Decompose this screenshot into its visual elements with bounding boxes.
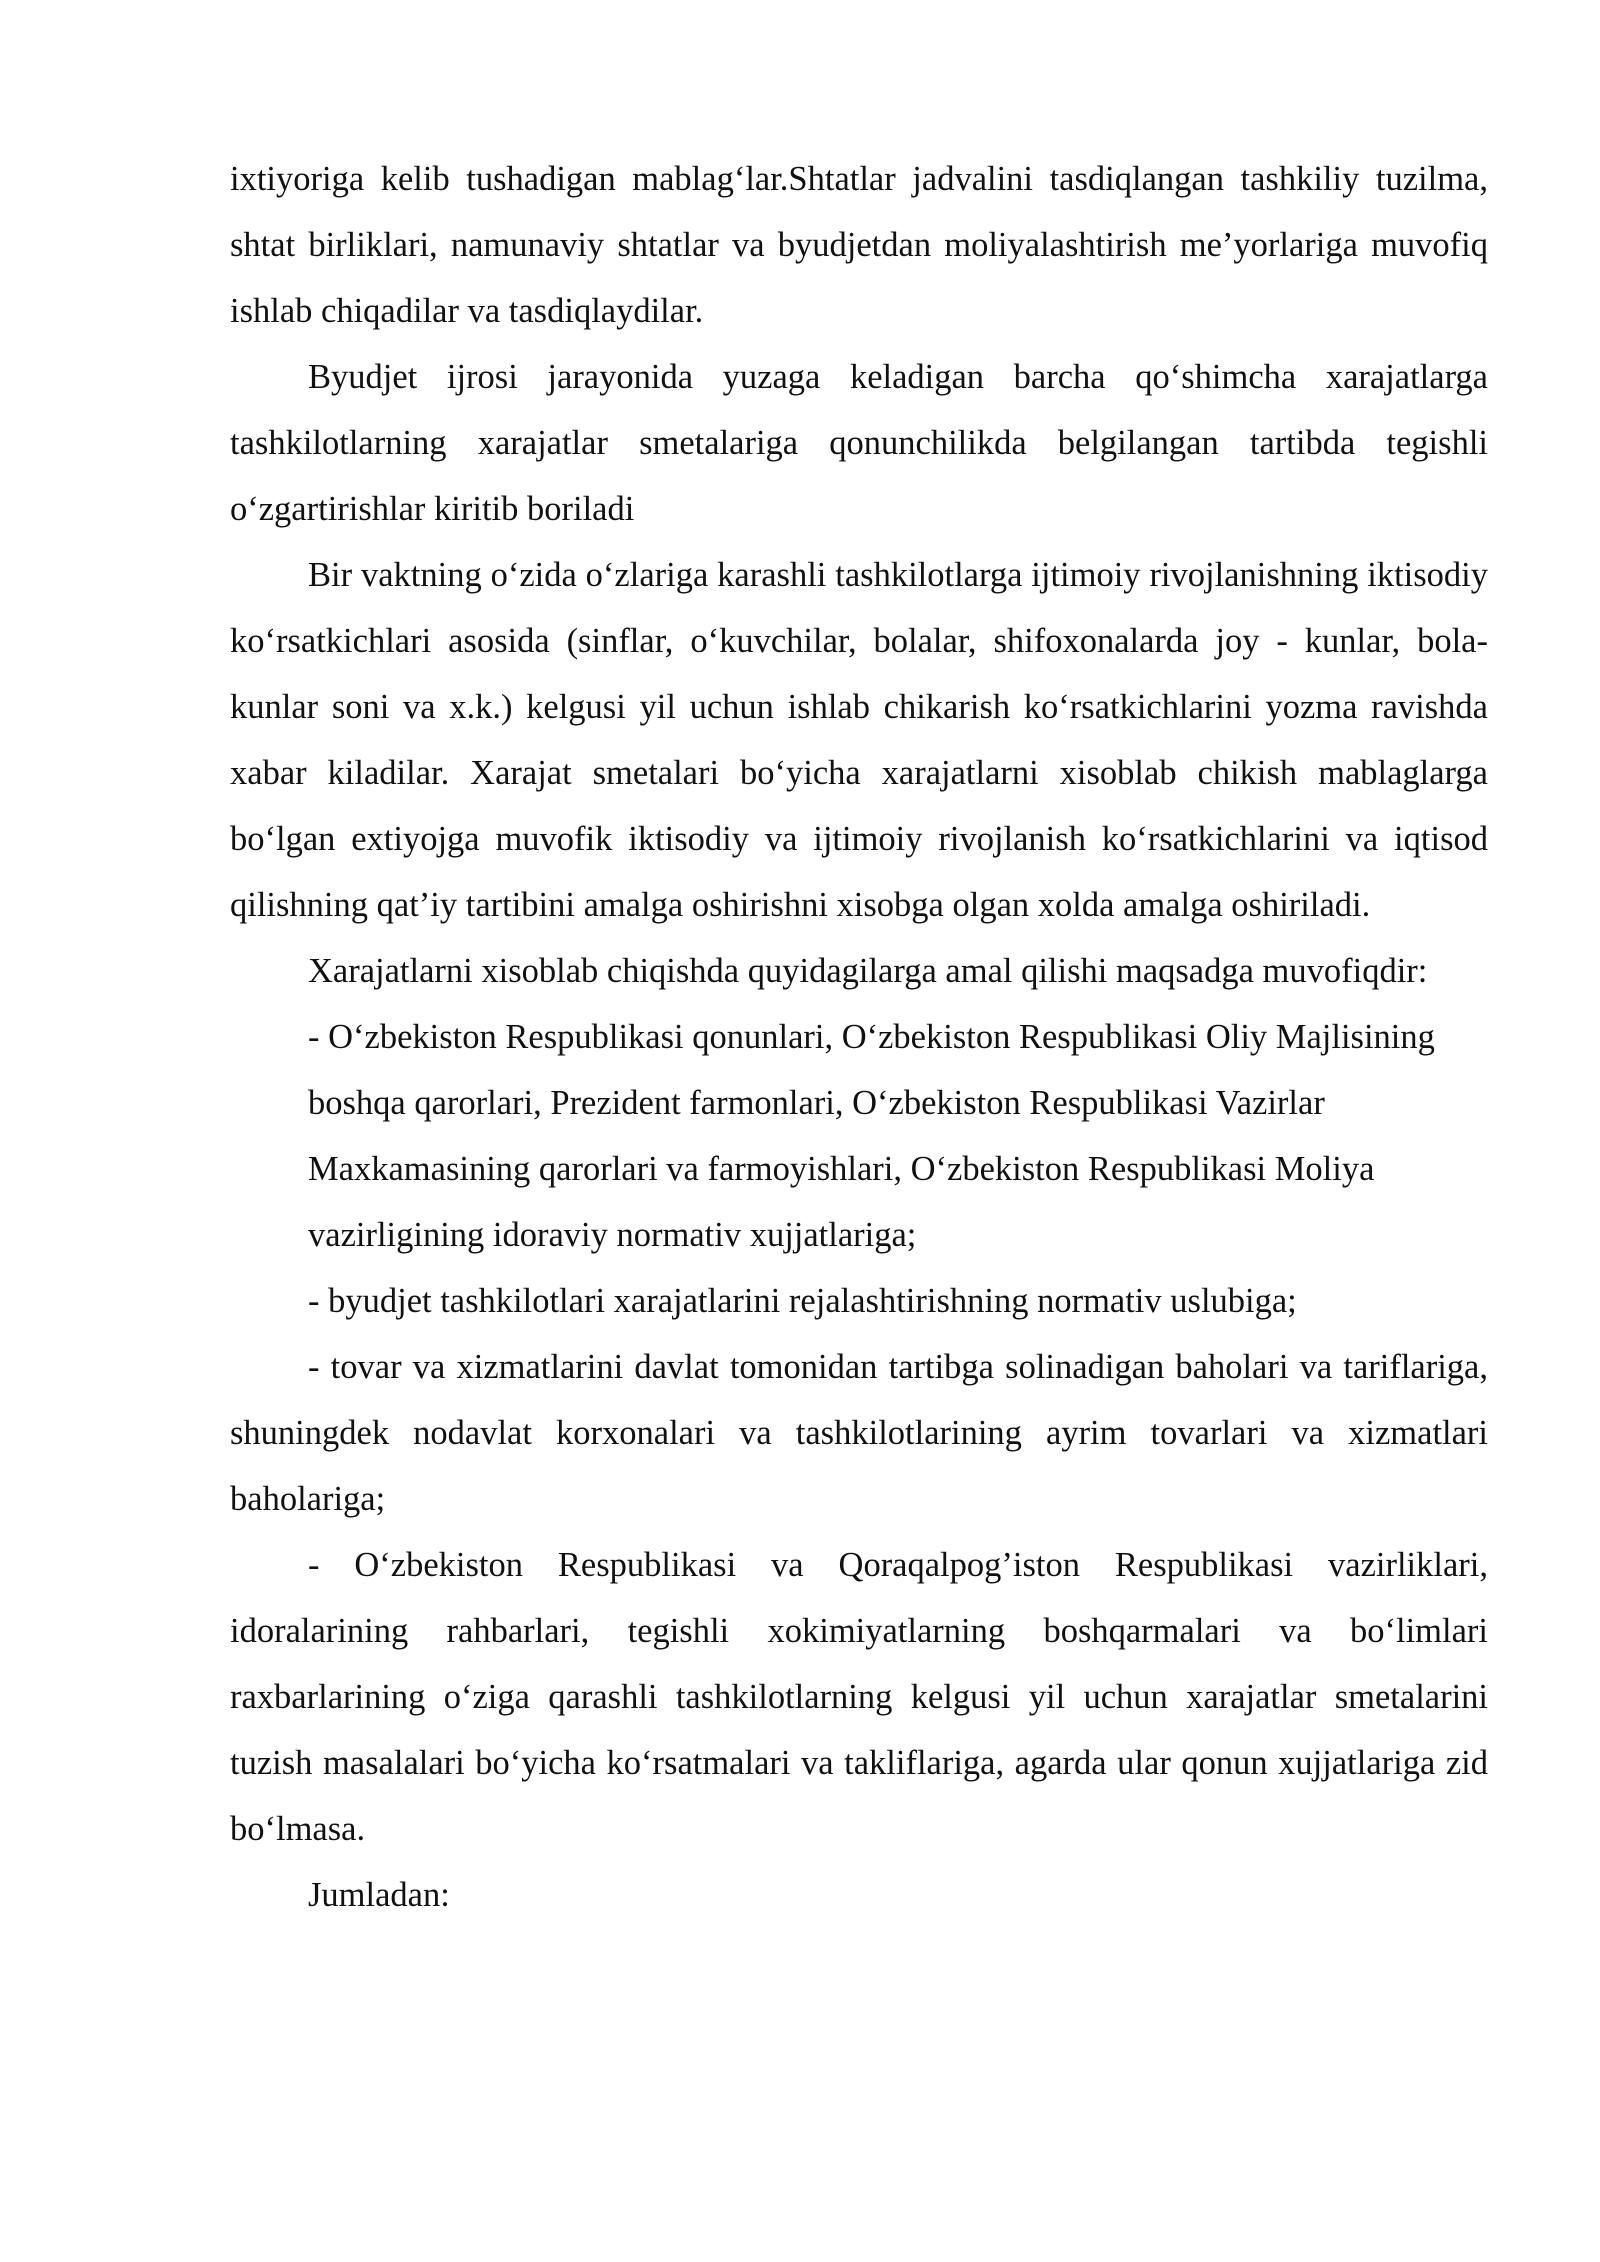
list-item-ministries-guidance: - O‘zbekiston Respublikasi va Qoraqalpog’iston Respublikasi vazirliklari, idoralarining rahbarlari, tegishli xokimiyatlarning boshqarmalari va bo‘limlari raxbarlarining o‘ziga qarashli tashkilotlarning kelgusi yil uchun xarajatlar smetalarini tuzish masalalari bo‘yicha ko‘rsatmalari va takliflariga, agarda ular qonun xujjatlariga zid bo‘lmasa. <box>230 1546 1488 1848</box>
paragraph-continuation: ixtiyoriga kelib tushadigan mablag‘lar.Shtatlar jadvalini tasdiqlangan tashkiliy tuzilma, shtat birliklari, namunaviy shtatlar va byudjetdan moliyalashtirish me’yorlariga muvofiq ishlab chiqadilar va tasdiqlaydilar. <box>230 160 1488 330</box>
list-item-prices-tariffs: - tovar va xizmatlarini davlat tomonidan tartibga solinadigan baholari va tariflariga, shuningdek nodavlat korxonalari va tashkilotlarining ayrim tovarlari va xizmatlari baholariga; <box>230 1348 1488 1518</box>
paragraph-budget-execution: Byudjet ijrosi jarayonida yuzaga keladigan barcha qo‘shimcha xarajatlarga tashkilotlarning xarajatlar smetalariga qonunchilikda belgilangan tartibda tegishli o‘zgartirishlar kiritib boriladi <box>230 358 1488 528</box>
list-item-normative-method: - byudjet tashkilotlari xarajatlarini rejalashtirishning normativ uslubiga; <box>308 1282 1297 1320</box>
list-item-laws: - O‘zbekiston Respublikasi qonunlari, O‘zbekiston Respublikasi Oliy Majlisining boshqa qarorlari, Prezident farmonlari, O‘zbekiston Respublikasi Vazirlar Maxkamasining qarorlari va farmoyishlari, O‘zbekiston Respublikasi Moliya vazirligining idoraviy normativ xujjatlariga; <box>308 1018 1435 1254</box>
paragraph-calculation-intro: Xarajatlarni xisoblab chiqishda quyidagilarga amal qilishi maqsadga muvofiqdir: <box>308 952 1428 990</box>
paragraph-indicators: Bir vaktning o‘zida o‘zlariga karashli tashkilotlarga ijtimoiy rivojlanishning iktisodiy ko‘rsatkichlari asosida (sinflar, o‘kuvchilar, bolalar, shifoxonalarda joy - kunlar, bola-kunlar soni va x.k.) kelgusi yil uchun ishlab chikarish ko‘rsatkichlarini yozma ravishda xabar kiladilar. Xarajat smetalari bo‘yicha xarajatlarni xisoblab chikish mablaglarga bo‘lgan extiyojga muvofik iktisodiy va ijtimoiy rivojlanish ko‘rsatkichlarini va iqtisod qilishning qat’iy tartibini amalga oshirishni xisobga olgan xolda amalga oshiriladi. <box>230 556 1488 924</box>
document-body <box>230 146 1488 1928</box>
paragraph-including: Jumladan: <box>308 1876 450 1914</box>
